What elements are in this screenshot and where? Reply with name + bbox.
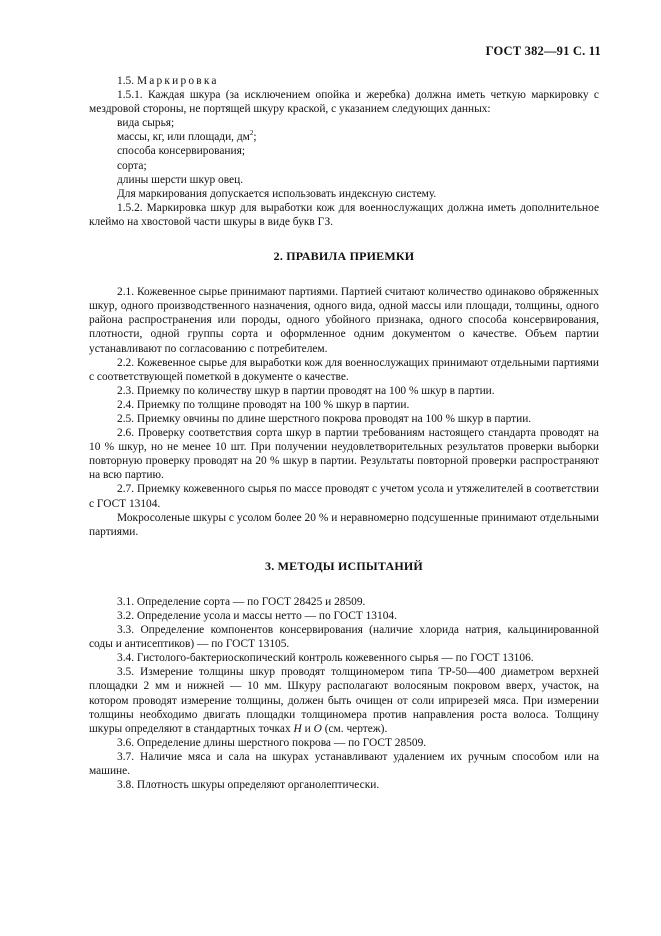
list-item: вида сырья; (117, 117, 175, 130)
paragraph-1-5-2: 1.5.2. Маркировка шкур для выработки кож для военнослужащих должна иметь дополнительное клеймо на хвостовой части шкуры в виде букв ГЗ. (89, 201, 599, 228)
paragraph: 3.6. Определение длины шерстного покрова — по ГОСТ 28509. (117, 736, 427, 749)
paragraph: 3.4. Гистолого-бактериоскопический контроль кожевенного сырья — по ГОСТ 13106. (117, 652, 534, 665)
paragraph-1-5-1: 1.5.1. Каждая шкура (за исключением опойка и жеребка) должна иметь четкую маркировку с мездровой стороны, не портящей шкуру краской, с указанием следующих данных: (89, 89, 599, 116)
paragraph: Для маркирования допускается использовать индексную систему. (117, 187, 437, 200)
section-title-1-5: 1.5. Маркировка (117, 75, 219, 87)
paragraph: 2.6. Проверку соответствия сорта шкур в партии требованиям настоящего стандарта проводят на 10 % шкур, но не менее 10 шт. При получении неудовлетворительных результатов проверки выборки повторную проверку проводят на 20 % шкур в партии. Результаты повторной проверки распространяют на всю партию. (89, 427, 599, 482)
section-heading-3: 3. МЕТОДЫ ИСПЫТАНИЙ (265, 558, 423, 573)
paragraph: Мокросоленые шкуры с усолом более 20 % и неравномерно подсушенные принимают отдельными партиями. (89, 511, 599, 538)
paragraph: 2.1. Кожевенное сырье принимают партиями. Партией считают количество одинаково обряженных шкур, одного производственного назначения, одного вида, одной массы или площади, толщины, одного района распространения или породы, одного убойного признака, одного способа консервирования, плотности, одной группы сорта и оформленное одним документом о качестве. Объем партии устанавливают по согласованию с потребителем. (89, 286, 599, 355)
paragraph: 3.3. Определение компонентов консервирования (наличие хлорида натрия, кальцинированной соды и антисептиков) — по ГОСТ 13105. (89, 624, 599, 651)
list-item: способа консервирования; (117, 145, 246, 158)
paragraph: 3.8. Плотность шкуры определяют органолептически. (117, 779, 380, 792)
list-item: массы, кг, или площади, $дм^2$; (117, 129, 257, 144)
page-header: ГОСТ 382—91 С. 11 (485, 44, 601, 58)
paragraph-3-5: 3.5. Измерение толщины шкур проводят толщиномером типа ТР-50—400 диаметром верхней площадки 2 мм и нижней — 10 мм. Шкуру располагают волосяным покровом вверх, участок, на котором проводят измерение толщины, должен быть очищен от соли иприрезей мяса. При измерении толщины необходимо двигать площадки толщиномера против направления роста волоса. Толщину шкуры определяют в стандартных точках Н и О (см. чертеж). (89, 666, 599, 735)
paragraph: 2.2. Кожевенное сырье для выработки кож для военнослужащих принимают отдельными партиями с соответствующей пометкой в документе о качестве. (89, 356, 599, 383)
paragraph: 3.7. Наличие мяса и сала на шкурах устанавливают удалением их ручным способом или на машине. (89, 750, 599, 778)
document-body (89, 74, 599, 792)
paragraph: 2.7. Приемку кожевенного сырья по массе проводят с учетом усола и утяжелителей в соответствии с ГОСТ 13104. (89, 483, 599, 510)
section-heading-2: 2. ПРАВИЛА ПРИЕМКИ (273, 249, 415, 264)
paragraph: 2.4. Приемку по толщине проводят на 100 % шкур в партии. (117, 398, 410, 411)
paragraph: 2.3. Приемку по количеству шкур в партии проводят на 100 % шкур в партии. (117, 384, 495, 397)
paragraph: 3.1. Определение сорта — по ГОСТ 28425 и 28509. (117, 595, 366, 608)
list-item: сорта; (117, 159, 147, 172)
list-item: длины шерсти шкур овец. (117, 173, 244, 186)
paragraph: 3.2. Определение усола и массы нетто — по ГОСТ 13104. (117, 610, 397, 622)
paragraph: 2.5. Приемку овчины по длине шерстного покрова проводят на 100 % шкур в партии. (117, 412, 532, 425)
